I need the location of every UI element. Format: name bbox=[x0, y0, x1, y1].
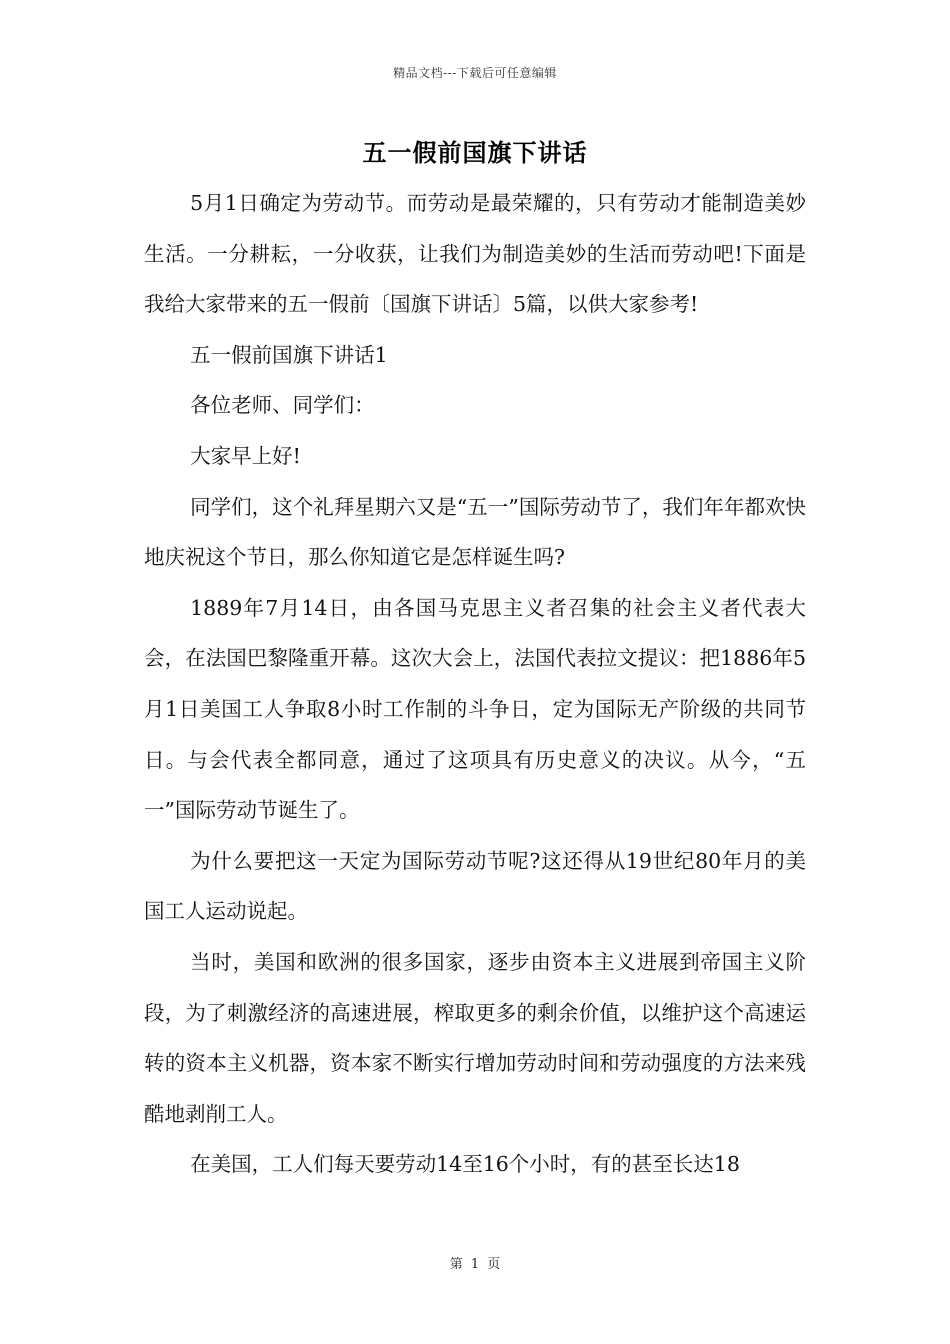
document-body bbox=[144, 178, 806, 1190]
page-header: 精品文档---下载后可任意编辑 bbox=[393, 66, 557, 80]
section-heading: 五一假前国旗下讲话1 bbox=[190, 342, 388, 367]
body-paragraph: 在美国，工人们每天要劳动14至16个小时，有的甚至长达18 bbox=[190, 1152, 740, 1177]
greeting: 大家早上好! bbox=[190, 443, 301, 468]
body-paragraph: 1889年7月14日，由各国马克思主义者召集的社会主义者代表大会，在法国巴黎隆重开幕。这次大会上，法国代表拉文提议：把1886年5月1日美国工人争取8小时工作制的斗争日，定为国际无产阶级的共同节日。与会代表全都同意，通过了这项具有历史意义的决议。从今，“五一”国际劳动节诞生了。 bbox=[144, 595, 806, 823]
body-paragraph: 当时，美国和欧洲的很多国家，逐步由资本主义进展到帝国主义阶段，为了刺激经济的高速进展，榨取更多的剩余价值，以维护这个高速运转的资本主义机器，资本家不断实行增加劳动时间和劳动强度的方法来残酷地剥削工人。 bbox=[144, 949, 806, 1126]
body-paragraph: 同学们，这个礼拜星期六又是“五一”国际劳动节了，我们年年都欢快地庆祝这个节日，那么你知道它是怎样诞生吗? bbox=[144, 494, 806, 570]
body-paragraph: 为什么要把这一天定为国际劳动节呢?这还得从19世纪80年月的美国工人运动说起。 bbox=[144, 848, 806, 924]
intro-paragraph: 5月1日确定为劳动节。而劳动是最荣耀的，只有劳动才能制造美妙生活。一分耕耘，一分收获，让我们为制造美妙的生活而劳动吧!下面是我给大家带来的五一假前〔国旗下讲话〕5篇，以供大家参考! bbox=[144, 191, 806, 317]
document-title: 五一假前国旗下讲话 bbox=[362, 138, 588, 167]
page-number: 第 1 页 bbox=[449, 1257, 501, 1272]
salutation: 各位老师、同学们： bbox=[190, 393, 375, 418]
